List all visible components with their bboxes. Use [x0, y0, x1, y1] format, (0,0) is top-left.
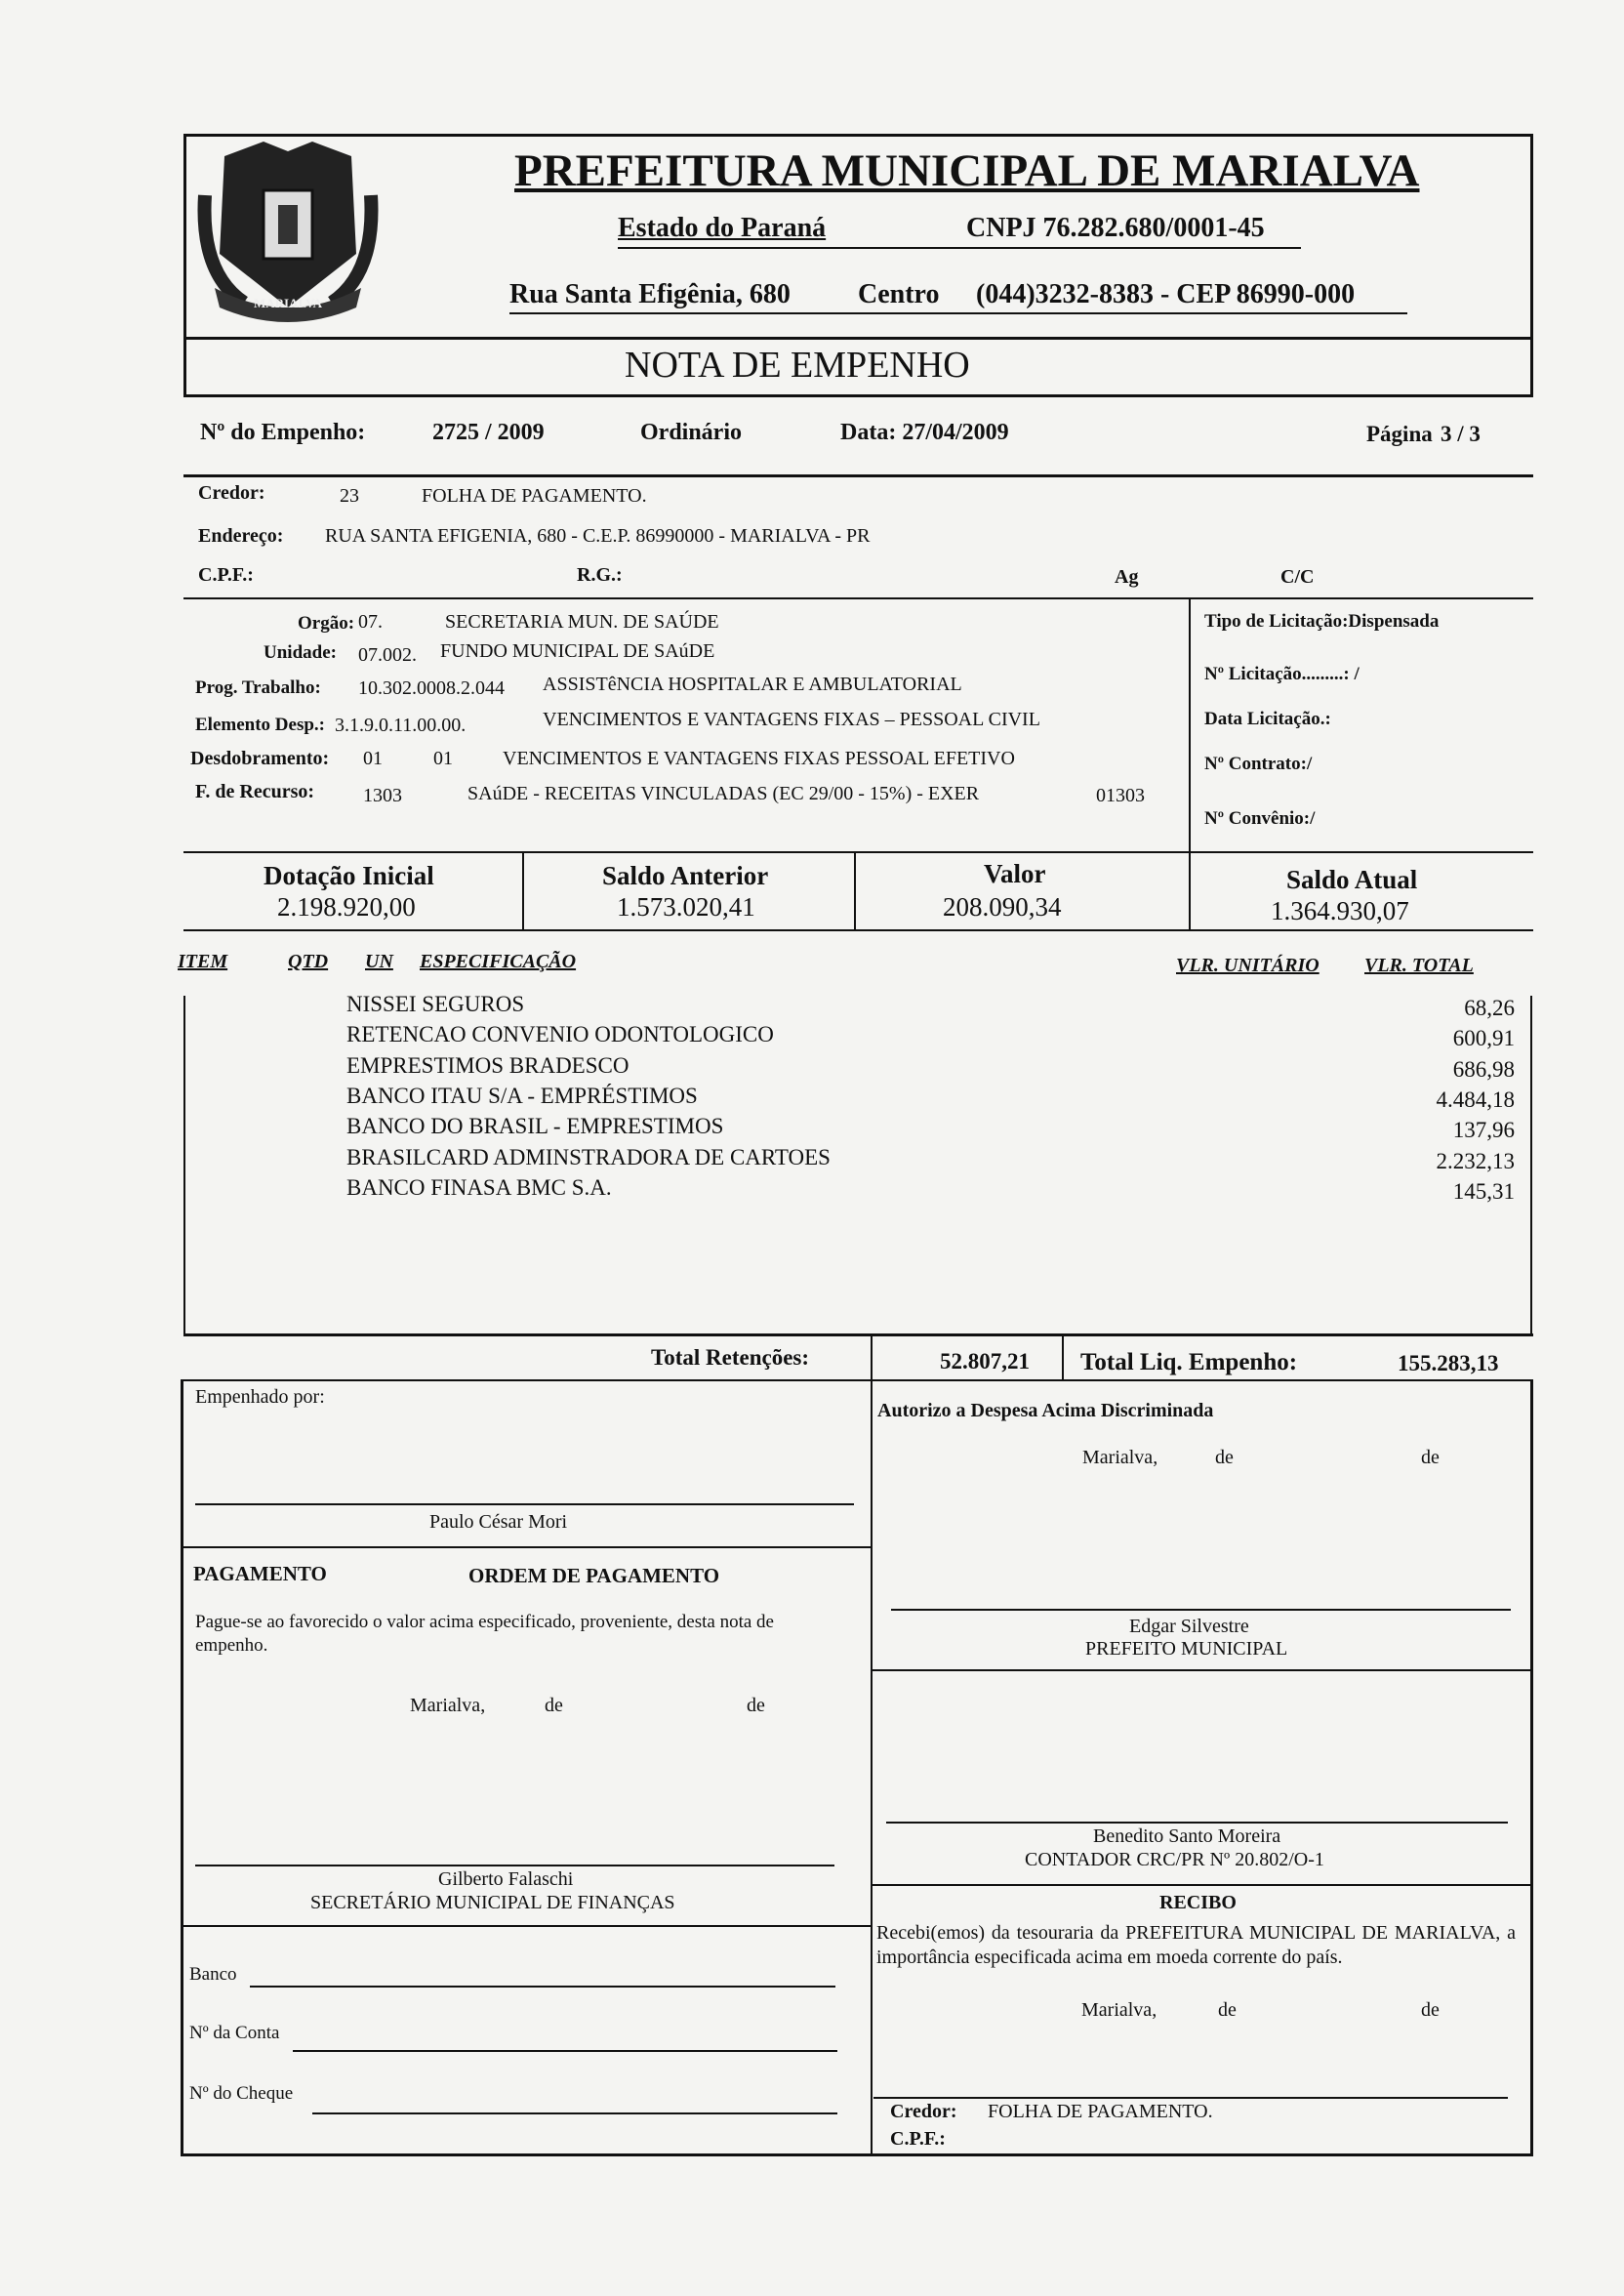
recibo-signature-line: [873, 2097, 1508, 2099]
prog-desc: ASSISTêNCIA HOSPITALAR E AMBULATORIAL: [543, 674, 962, 695]
fonte-desc: SAúDE - RECEITAS VINCULADAS (EC 29/00 - 15%) - EXER: [467, 783, 980, 804]
pague-se-text: Pague-se ao favorecido o valor acima especificado, proveniente, desta nota de empenho.: [195, 1612, 774, 1656]
contador-bottom-line: [871, 1884, 1533, 1886]
recibo-cpf-label: C.P.F.:: [890, 2128, 946, 2150]
banco-label: Banco: [189, 1964, 237, 1985]
desdobramento-code1: 01: [363, 748, 383, 769]
cc-label: C/C: [1280, 566, 1315, 588]
contador-signature-line: [886, 1822, 1508, 1824]
autorizo-de-1: de: [1215, 1447, 1234, 1468]
pagamento-de-1: de: [545, 1695, 563, 1716]
page-label: Página: [1366, 422, 1433, 446]
saldo-atual-value: 1.364.930,07: [1271, 896, 1409, 925]
saldo-atual-label: Saldo Atual: [1286, 865, 1418, 894]
licitacao-data: Data Licitação.:: [1204, 709, 1331, 729]
elemento-code: 3.1.9.0.11.00.00.: [335, 715, 467, 736]
conta-line: [293, 2050, 837, 2052]
recibo-de-2: de: [1421, 1999, 1440, 2021]
secretario-signature-line: [195, 1865, 834, 1866]
prefeito-signature-line: [891, 1609, 1511, 1611]
banco-line: [250, 1986, 835, 1988]
item-description: RETENCAO CONVENIO ODONTOLOGICO: [346, 1022, 774, 1046]
fonte-code2: 01303: [1096, 785, 1145, 806]
desdobramento-label: Desdobramento:: [190, 748, 330, 769]
endereco-label: Endereço:: [198, 525, 284, 547]
elemento-desc: VENCIMENTOS E VANTAGENS FIXAS – PESSOAL CIVIL: [543, 709, 1040, 730]
coat-of-arms-logo: [195, 137, 381, 332]
item-total: 68,26: [1464, 996, 1515, 1020]
document-title: NOTA DE EMPENHO: [625, 345, 970, 386]
item-description: BRASILCARD ADMINSTRADORA DE CARTOES: [346, 1145, 831, 1169]
contador-name: Benedito Santo Moreira: [1093, 1825, 1281, 1847]
empenho-number: 2725 / 2009: [432, 420, 545, 445]
conta-label: Nº da Conta: [189, 2023, 280, 2043]
item-description: EMPRESTIMOS BRADESCO: [346, 1053, 629, 1078]
elemento-label: Elemento Desp.:: [195, 715, 325, 735]
cpf-label: C.P.F.:: [198, 564, 254, 586]
dotacao-label: Dotação Inicial: [264, 861, 434, 890]
header-divider: [183, 337, 1533, 340]
contrato-number: Nº Contrato:/: [1204, 754, 1313, 774]
saldo-anterior-value: 1.573.020,41: [617, 892, 755, 922]
unidade-code: 07.002.: [358, 644, 417, 666]
empenhado-name: Paulo César Mori: [429, 1511, 568, 1533]
item-total: 4.484,18: [1436, 1087, 1515, 1112]
total-liquido-value: 155.283,13: [1398, 1351, 1499, 1375]
page-number: 3 / 3: [1441, 422, 1481, 446]
col-qtd: QTD: [288, 951, 329, 972]
recibo-de-1: de: [1218, 1999, 1237, 2021]
bottom-frame-line: [181, 2153, 1533, 2156]
rg-label: R.G.:: [577, 564, 623, 586]
contador-title: CONTADOR CRC/PR Nº 20.802/O-1: [1025, 1849, 1324, 1870]
desdobramento-desc: VENCIMENTOS E VANTAGENS FIXAS PESSOAL EFETIVO: [503, 748, 1015, 769]
coat-ribbon-text: MARIALVA: [254, 296, 323, 310]
item-description: BANCO ITAU S/A - EMPRÉSTIMOS: [346, 1084, 698, 1108]
ordem-pagamento-label: ORDEM DE PAGAMENTO: [468, 1564, 720, 1587]
empenho-type: Ordinário: [640, 420, 743, 445]
recibo-city: Marialva,: [1081, 1999, 1157, 2021]
prog-label: Prog. Trabalho:: [195, 677, 321, 698]
prog-code: 10.302.0008.2.044: [358, 677, 505, 699]
bottom-left-border: [181, 1379, 183, 2155]
licitacao-numero: Nº Licitação.........: /: [1204, 664, 1360, 684]
totals-vline-2: [1062, 1333, 1064, 1380]
item-description: BANCO FINASA BMC S.A.: [346, 1175, 612, 1200]
totals-vline-1: [871, 1333, 873, 1380]
dotacao-value: 2.198.920,00: [277, 892, 416, 922]
secretario-bottom-line: [183, 1925, 871, 1927]
district-label: Centro: [858, 279, 940, 309]
item-description: NISSEI SEGUROS: [346, 992, 525, 1016]
empenhado-signature-line: [195, 1503, 854, 1505]
endereco-value: RUA SANTA EFIGENIA, 680 - C.E.P. 86990000 - MARIALVA - PR: [325, 525, 871, 547]
state-underline: [618, 247, 1301, 249]
totals-top-line: [183, 1333, 1533, 1336]
credor-name: FOLHA DE PAGAMENTO.: [422, 485, 647, 507]
saldos-vline-1: [522, 851, 524, 929]
saldo-anterior-label: Saldo Anterior: [602, 861, 769, 890]
total-retencoes-label: Total Retenções:: [651, 1345, 810, 1370]
item-total: 686,98: [1452, 1057, 1515, 1082]
empenho-label: Nº do Empenho:: [200, 420, 366, 445]
col-especificacao: ESPECIFICAÇÃO: [420, 951, 577, 972]
credor-divider: [183, 597, 1533, 599]
col-vlr-total: VLR. TOTAL: [1364, 955, 1474, 976]
classification-bottom-line: [183, 851, 1533, 853]
total-retencoes-value: 52.807,21: [940, 1349, 1030, 1374]
item-total: 2.232,13: [1436, 1149, 1515, 1173]
cheque-line: [312, 2112, 837, 2114]
totals-bottom-line: [183, 1379, 1533, 1381]
prefeito-bottom-line: [871, 1669, 1533, 1671]
ag-label: Ag: [1115, 566, 1139, 588]
licitacao-tipo: Tipo de Licitação:Dispensada: [1204, 611, 1440, 632]
recibo-text: Recebi(emos) da tesouraria da PREFEITURA MUNICIPAL DE MARIALVA, a importância especificada acima em moeda corrente do país.: [876, 1922, 1516, 1968]
col-un: UN: [365, 951, 393, 972]
fonte-label: F. de Recurso:: [195, 781, 315, 802]
saldos-bottom-line: [183, 929, 1533, 931]
pagamento-label: PAGAMENTO: [193, 1562, 327, 1585]
credor-code: 23: [340, 485, 359, 507]
convenio-number: Nº Convênio:/: [1204, 808, 1316, 829]
cheque-label: Nº do Cheque: [189, 2083, 294, 2104]
credor-label: Credor:: [198, 482, 265, 504]
fonte-code: 1303: [363, 785, 402, 806]
items-left-border: [183, 996, 185, 1335]
unidade-label: Unidade:: [264, 642, 337, 663]
col-vlr-unitario: VLR. UNITÁRIO: [1176, 955, 1320, 976]
recibo-credor-label: Credor:: [890, 2101, 957, 2122]
empenho-divider: [183, 474, 1533, 477]
item-description: BANCO DO BRASIL - EMPRESTIMOS: [346, 1114, 724, 1138]
empenhado-label: Empenhado por:: [195, 1386, 325, 1408]
autorizo-city: Marialva,: [1082, 1447, 1158, 1468]
prefeito-title: PREFEITO MUNICIPAL: [1085, 1638, 1288, 1660]
valor-value: 208.090,34: [943, 892, 1062, 922]
pagamento-top-line: [183, 1546, 871, 1548]
item-total: 137,96: [1452, 1118, 1515, 1142]
item-total: 145,31: [1452, 1179, 1515, 1204]
bottom-center-line: [871, 1379, 873, 2155]
secretario-title: SECRETÁRIO MUNICIPAL DE FINANÇAS: [310, 1892, 675, 1913]
page-title: PREFEITURA MUNICIPAL DE MARIALVA: [514, 145, 1420, 196]
classification-vline: [1189, 597, 1191, 851]
empenho-date: Data: 27/04/2009: [840, 420, 1009, 445]
items-right-border: [1530, 996, 1532, 1335]
orgao-code: 07.: [358, 611, 383, 633]
state-label: Estado do Paraná: [618, 213, 827, 243]
desdobramento-code2: 01: [433, 748, 453, 769]
bottom-right-border: [1530, 1379, 1533, 2155]
saldos-vline-2: [854, 851, 856, 929]
cnpj-label: CNPJ 76.282.680/0001-45: [966, 213, 1265, 243]
autorizo-label: Autorizo a Despesa Acima Discriminada: [877, 1400, 1214, 1421]
pagamento-city: Marialva,: [410, 1695, 486, 1716]
valor-label: Valor: [984, 859, 1046, 888]
item-total: 600,91: [1452, 1026, 1515, 1050]
prefeito-name: Edgar Silvestre: [1129, 1616, 1249, 1637]
unidade-desc: FUNDO MUNICIPAL DE SAúDE: [440, 640, 715, 662]
secretario-name: Gilberto Falaschi: [438, 1868, 574, 1890]
total-liquido-label: Total Liq. Empenho:: [1080, 1349, 1298, 1375]
phone-cep-label: (044)3232-8383 - CEP 86990-000: [976, 279, 1356, 309]
orgao-label: Orgão:: [298, 613, 355, 634]
pagamento-de-2: de: [747, 1695, 765, 1716]
orgao-desc: SECRETARIA MUN. DE SAÚDE: [445, 611, 719, 633]
col-item: ITEM: [178, 951, 228, 972]
address-underline: [509, 312, 1407, 314]
recibo-credor-name: FOLHA DE PAGAMENTO.: [988, 2101, 1213, 2122]
street-label: Rua Santa Efigênia, 680: [509, 279, 791, 309]
recibo-title: RECIBO: [1159, 1892, 1237, 1913]
saldos-vline-3: [1189, 851, 1191, 929]
autorizo-de-2: de: [1421, 1447, 1440, 1468]
